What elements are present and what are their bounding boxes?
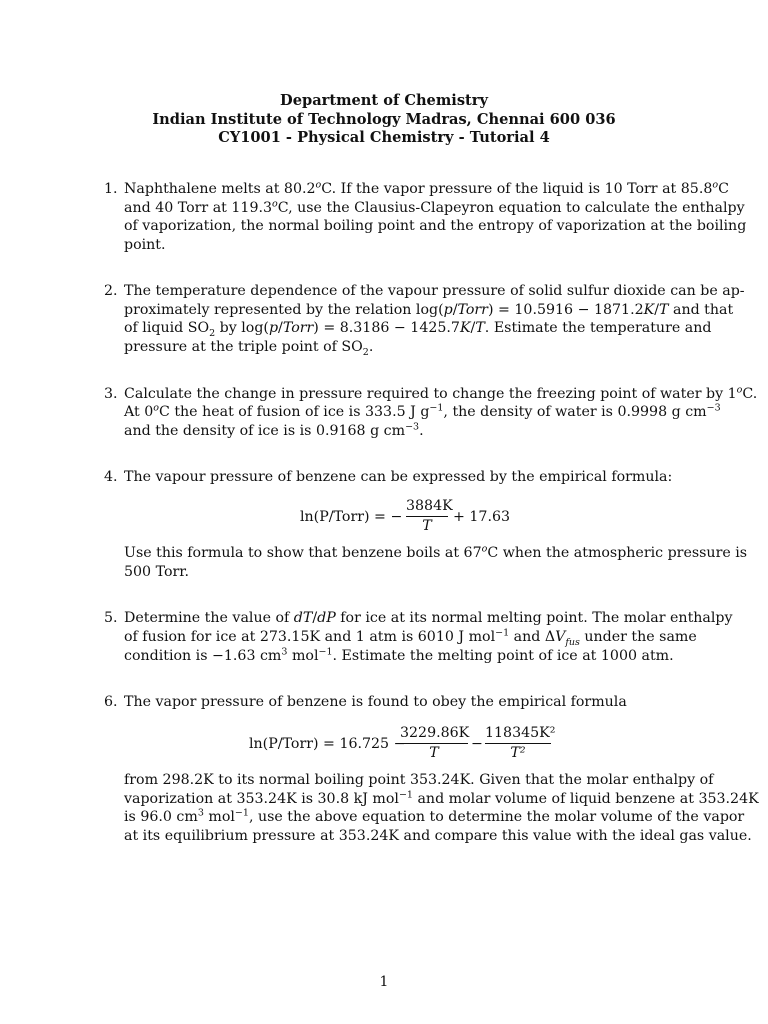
problem-number: 5. <box>104 610 118 626</box>
equation-4-fraction <box>406 497 453 535</box>
fraction-denominator: T² <box>485 743 551 762</box>
fraction-numerator: 118345K² <box>485 725 556 741</box>
fraction-numerator: 3229.86K <box>400 725 470 741</box>
equation-4-lhs: ln(P/Torr) = − <box>300 509 403 525</box>
page-number: 1 <box>379 974 389 990</box>
equation-6-minus: − <box>471 736 483 752</box>
document-page: Department of Chemistry Indian Institute of Technology Madras, Chennai 600 036 CY1001 - Physical Chemistry - Tutorial 4 1. Naphthalene melts at 80.2$^o$C. If the vapor pressure of the liquid is 10 Torr at 85.8$^o$C and 40 Torr at 119.3$^o$C, use the Clausius-Clapeyron equation to calculate the enthalpy of vaporization, the normal boiling point and the entropy of vaporization at the boiling point. 2. The temperature dependence of the vapour pressure of solid sulfur dioxide can be ap- proximately represented by the relation log(p/Torr) = 10.5916 − 1871.2K/T and that of liquid $SO_2$ by log(p/Torr) = 8.3186 − 1425.7K/T. Estimate the temperature and pressure at the triple point of $SO_2$. 3. Calculate the change in pressure required to change the freezing point of water by 1$^o$C. At 0$^o$C the heat of fusion of ice is 333.5 J $g^{-1}$, the density of water is 0.9998 g $cm^{-3}$ and the density of ice is is 0.9168 g $cm^{-3}$. 4. The vapour pressure of benzene can be expressed by the empirical formula: ln(P/Torr) = − $\frac{3884K}{T}$ + 17.63 Use this formula to show that benzene boils at 67$^o$C when the atmospheric pressure is 500 Torr. 5. Determine the value of dT/dP for ice at its normal melting point. The molar enthalpy of fusion for ice at 273.15K and 1 atm is 6010 J mol$^{-1}$ and $\Delta V_{fus}$ under the same condition is −1.63 $cm^3$ mol$^{-1}$. Estimate the melting point of ice at 1000 atm. 6. The vapor pressure of benzene is found to obey the empirical formula ln(P/Torr) = 16.725 − $\frac{3229.86K}{T}$ − $\frac{\text{118345K²}}{\text{T²}}$ from 298.2K to its normal boiling point 353.24K. Given that the molar enthalpy of vaporization at 353.24K is 30.8 kJ mol$^{-1}$ and molar volume of liquid benzene at 353.24K is 96.0 $cm^3$ mol$^{-1}$, use the above equation to determine the molar volume of the vapor at its equilibrium pressure at 353.24K and compare this value with the ideal gas value. 1 <box>0 0 768 1024</box>
equation-6-lhs: ln(P/Torr) = 16.725 − <box>249 736 406 752</box>
problem-number: 6. <box>104 694 118 710</box>
problem-number: 1. <box>104 181 118 197</box>
equation-6-fraction-1 <box>400 724 468 762</box>
fraction-denominator: T <box>400 743 468 762</box>
fraction-denominator: T <box>406 516 448 535</box>
equation-6-fraction-2 <box>485 724 556 762</box>
course-heading: CY1001 - Physical Chemistry - Tutorial 4 <box>218 129 550 146</box>
fraction-numerator: 3884K <box>406 498 453 514</box>
problem-number: 3. <box>104 386 118 402</box>
problem-number: 2. <box>104 283 118 299</box>
institute-heading: Indian Institute of Technology Madras, Chennai 600 036 <box>152 111 616 128</box>
department-heading: Department of Chemistry <box>280 92 488 109</box>
equation-4-rhs: + 17.63 <box>453 509 511 525</box>
problem-number: 4. <box>104 469 118 485</box>
